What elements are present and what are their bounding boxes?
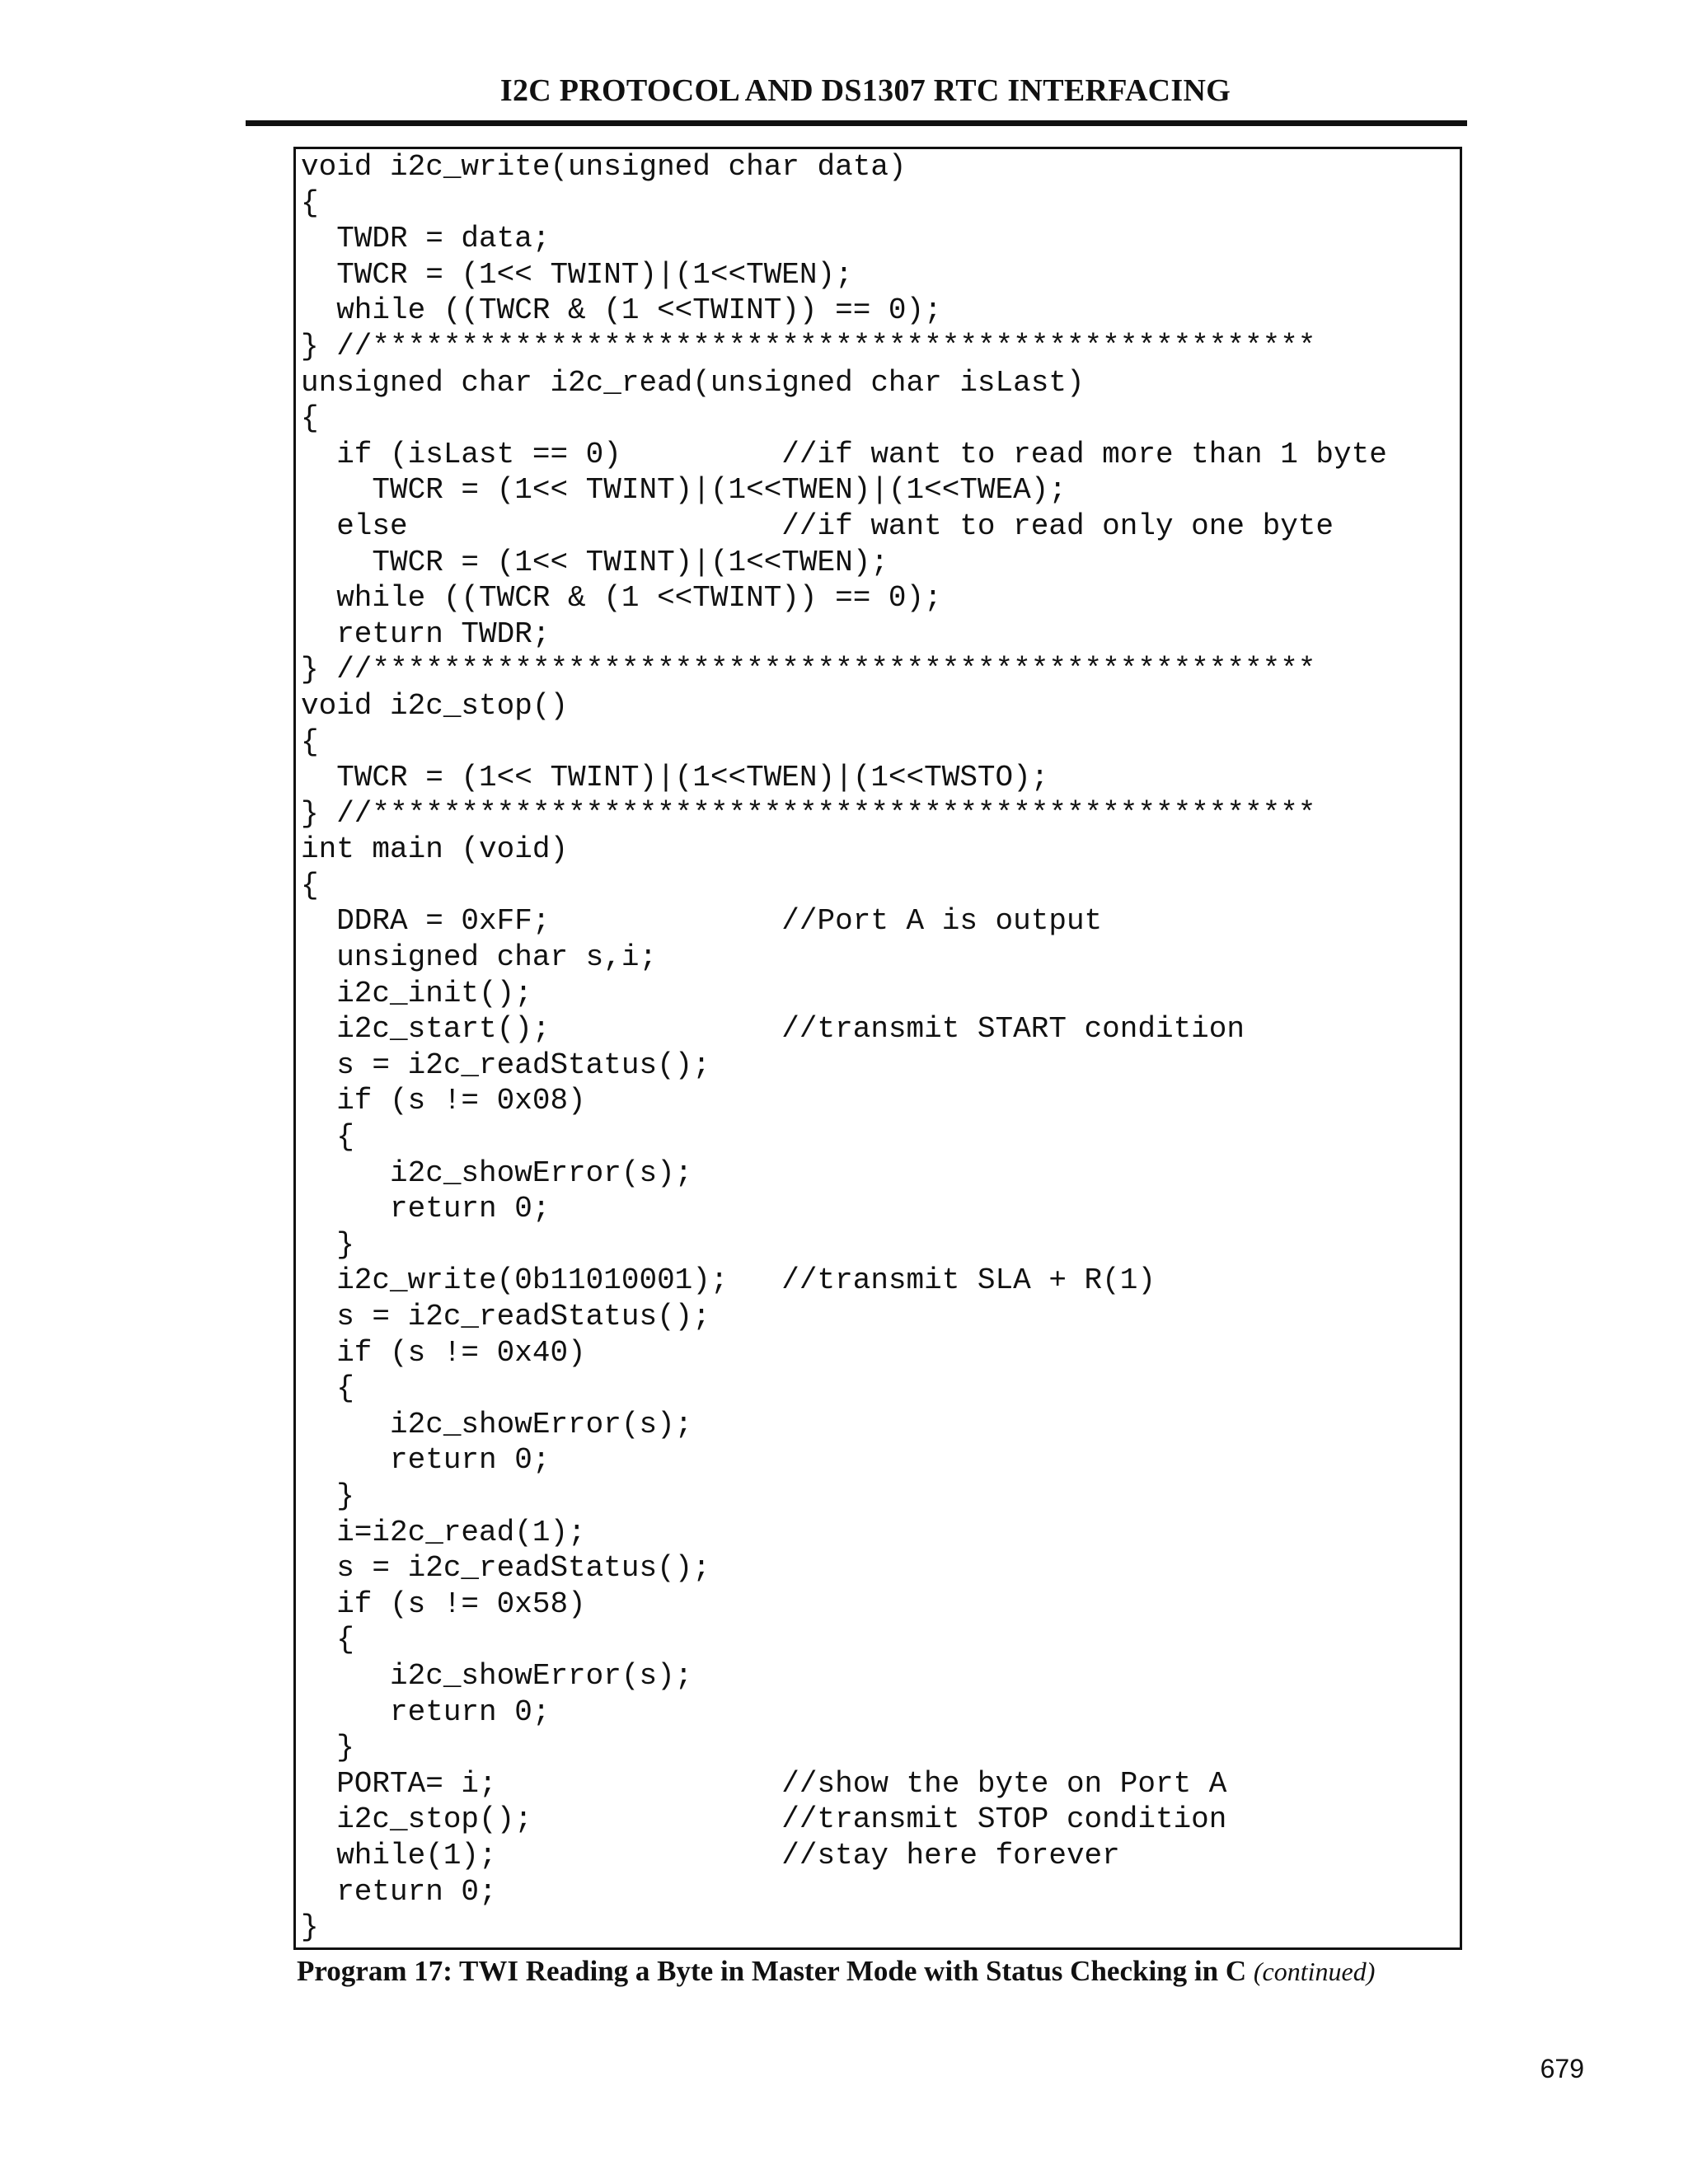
code-line: return 0; [301, 1874, 497, 1909]
code-line: } [301, 1910, 319, 1945]
code-line: PORTA= i; //show the byte on Port A [301, 1766, 1227, 1801]
code-line: i2c_write(0b11010001); //transmit SLA + R(1) [301, 1263, 1156, 1298]
code-line: i2c_showError(s); [301, 1407, 693, 1441]
code-line: s = i2c_readStatus(); [301, 1551, 710, 1586]
code-line: { [301, 1371, 354, 1406]
code-line: return TWDR; [301, 616, 551, 651]
caption-title: Program 17: TWI Reading a Byte in Master Mode with Status Checking in C [297, 1955, 1247, 1987]
code-line: TWCR = (1<< TWINT)|(1<<TWEN); [301, 545, 889, 579]
code-line: if (s != 0x58) [301, 1586, 586, 1621]
code-line: } //***************************************************** [301, 329, 1316, 363]
code-line: i2c_init(); [301, 976, 532, 1010]
running-header: I2C PROTOCOL AND DS1307 RTC INTERFACING [499, 73, 1231, 108]
code-line: i2c_showError(s); [301, 1658, 693, 1693]
code-line: return 0; [301, 1192, 551, 1226]
code-line: } [301, 1227, 354, 1262]
code-line: i2c_showError(s); [301, 1155, 693, 1190]
code-line: } [301, 1479, 354, 1513]
code-line: TWCR = (1<< TWINT)|(1<<TWEN); [301, 257, 853, 292]
code-line: unsigned char i2c_read(unsigned char isLast) [301, 365, 1085, 400]
code-line: if (s != 0x40) [301, 1335, 586, 1370]
code-line: i2c_start(); //transmit START condition [301, 1012, 1245, 1047]
header-rule [246, 120, 1467, 126]
code-listing-box [293, 147, 1462, 1950]
code-line: return 0; [301, 1443, 551, 1478]
code-line: TWDR = data; [301, 222, 551, 256]
code-line: while(1); //stay here forever [301, 1838, 1120, 1872]
code-line: { [301, 868, 319, 902]
code-line: while ((TWCR & (1 <<TWINT)) == 0); [301, 581, 942, 616]
code-line: } //***************************************************** [301, 653, 1316, 687]
program-caption [297, 1955, 1375, 1988]
code-line: { [301, 401, 319, 436]
code-listing [301, 149, 1387, 1946]
code-line: { [301, 1623, 354, 1657]
code-line: s = i2c_readStatus(); [301, 1047, 710, 1082]
code-line: void i2c_stop() [301, 688, 569, 723]
page-number: 679 [1540, 2054, 1584, 2083]
code-line: if (isLast == 0) //if want to read more than 1 byte [301, 437, 1387, 471]
code-line: int main (void) [301, 832, 569, 867]
code-line: DDRA = 0xFF; //Port A is output [301, 904, 1103, 939]
code-line: if (s != 0x08) [301, 1084, 586, 1118]
code-line: { [301, 724, 319, 759]
code-line: i=i2c_read(1); [301, 1515, 586, 1549]
code-line: void i2c_write(unsigned char data) [301, 150, 907, 184]
code-line: TWCR = (1<< TWINT)|(1<<TWEN)|(1<<TWEA); [301, 473, 1067, 508]
code-line: TWCR = (1<< TWINT)|(1<<TWEN)|(1<<TWSTO); [301, 761, 1049, 795]
code-line: while ((TWCR & (1 <<TWINT)) == 0); [301, 293, 942, 328]
code-line: else //if want to read only one byte [301, 509, 1334, 543]
code-line: s = i2c_readStatus(); [301, 1300, 710, 1333]
code-line: i2c_stop(); //transmit STOP condition [301, 1802, 1227, 1837]
caption-continued: (continued) [1253, 1957, 1376, 1986]
code-line: } [301, 1731, 354, 1765]
code-line: } //***************************************************** [301, 796, 1316, 831]
code-line: { [301, 185, 319, 220]
code-line: unsigned char s,i; [301, 940, 658, 975]
code-line: return 0; [301, 1694, 551, 1729]
code-line: { [301, 1120, 354, 1155]
